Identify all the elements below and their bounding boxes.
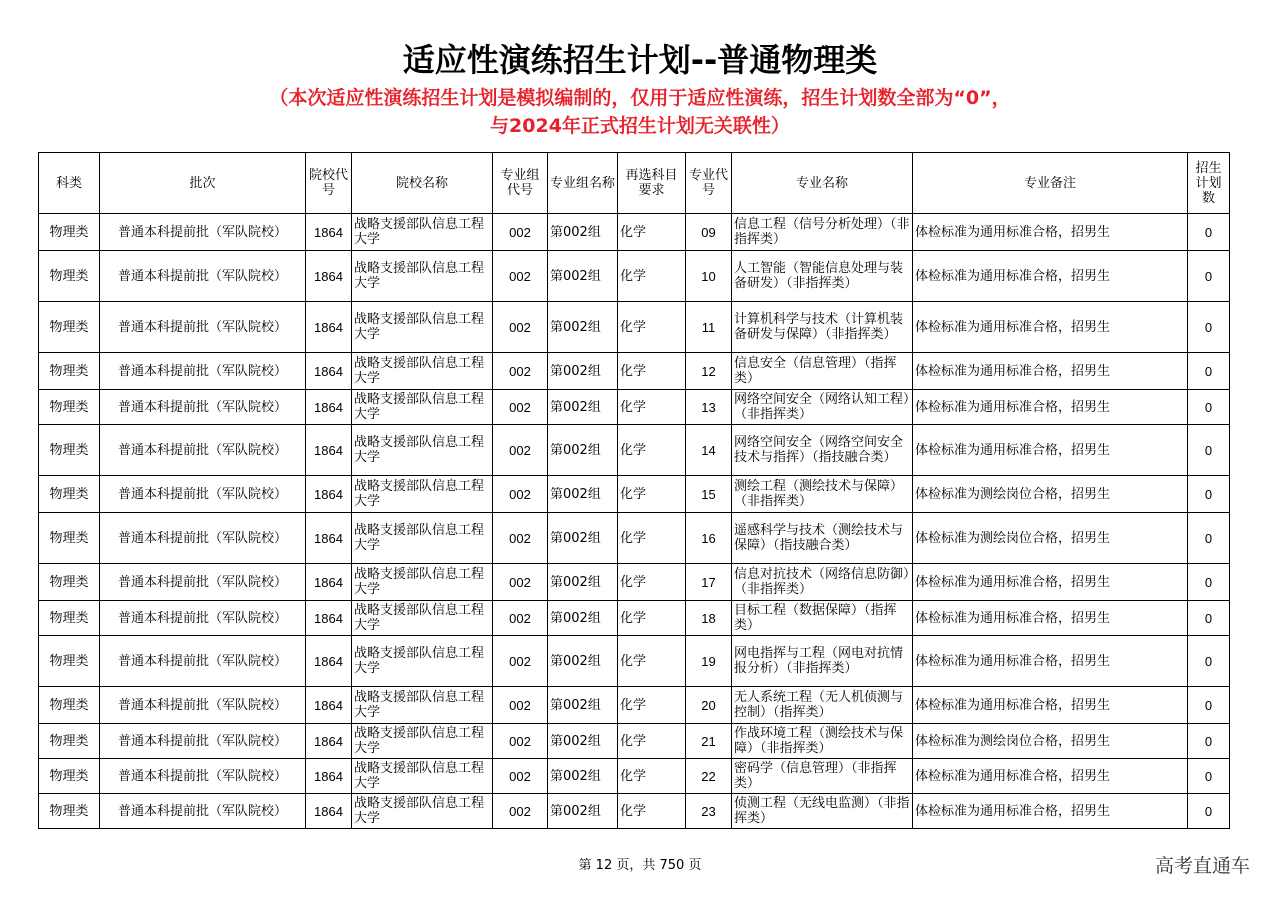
header-pici: 批次 xyxy=(100,153,306,214)
cell-pici: 普通本科提前批（军队院校） xyxy=(100,214,306,251)
cell-major-name: 网电指挥与工程（网电对抗情报分析）（非指挥类） xyxy=(732,636,913,687)
cell-group-name: 第002组 xyxy=(548,724,618,759)
cell-kelei: 物理类 xyxy=(39,302,100,353)
header-kelei: 科类 xyxy=(39,153,100,214)
cell-pici: 普通本科提前批（军队院校） xyxy=(100,759,306,794)
header-major-code: 专业代号 xyxy=(686,153,732,214)
cell-kelei: 物理类 xyxy=(39,759,100,794)
cell-pici: 普通本科提前批（军队院校） xyxy=(100,302,306,353)
cell-pici: 普通本科提前批（军队院校） xyxy=(100,794,306,829)
cell-group-name: 第002组 xyxy=(548,564,618,601)
table-row xyxy=(39,724,1230,759)
cell-subject-requirement: 化学 xyxy=(618,794,686,829)
cell-school-code: 1864 xyxy=(306,513,352,564)
cell-group-code: 002 xyxy=(493,302,548,353)
cell-subject-requirement: 化学 xyxy=(618,636,686,687)
header-subject-requirement: 再选科目要求 xyxy=(618,153,686,214)
cell-school-code: 1864 xyxy=(306,724,352,759)
table-row xyxy=(39,476,1230,513)
cell-group-name: 第002组 xyxy=(548,513,618,564)
cell-pici: 普通本科提前批（军队院校） xyxy=(100,425,306,476)
table-row xyxy=(39,636,1230,687)
cell-subject-requirement: 化学 xyxy=(618,390,686,425)
header-major-name: 专业名称 xyxy=(732,153,913,214)
cell-school-name: 战略支援部队信息工程大学 xyxy=(352,302,493,353)
cell-plan-count: 0 xyxy=(1188,759,1230,794)
cell-major-remark: 体检标准为测绘岗位合格，招男生 xyxy=(913,513,1188,564)
table-row xyxy=(39,214,1230,251)
cell-group-code: 002 xyxy=(493,636,548,687)
cell-pici: 普通本科提前批（军队院校） xyxy=(100,476,306,513)
cell-major-code: 12 xyxy=(686,353,732,390)
cell-school-code: 1864 xyxy=(306,214,352,251)
cell-major-code: 17 xyxy=(686,564,732,601)
cell-plan-count: 0 xyxy=(1188,476,1230,513)
cell-school-name: 战略支援部队信息工程大学 xyxy=(352,564,493,601)
cell-group-name: 第002组 xyxy=(548,302,618,353)
cell-group-name: 第002组 xyxy=(548,390,618,425)
table-row xyxy=(39,425,1230,476)
cell-kelei: 物理类 xyxy=(39,390,100,425)
cell-school-name: 战略支援部队信息工程大学 xyxy=(352,251,493,302)
cell-major-code: 20 xyxy=(686,687,732,724)
cell-group-name: 第002组 xyxy=(548,636,618,687)
cell-school-name: 战略支援部队信息工程大学 xyxy=(352,601,493,636)
cell-group-name: 第002组 xyxy=(548,759,618,794)
cell-group-name: 第002组 xyxy=(548,476,618,513)
cell-major-name: 目标工程（数据保障）（指挥类） xyxy=(732,601,913,636)
cell-group-name: 第002组 xyxy=(548,214,618,251)
cell-major-remark: 体检标准为通用标准合格，招男生 xyxy=(913,636,1188,687)
cell-subject-requirement: 化学 xyxy=(618,724,686,759)
cell-school-code: 1864 xyxy=(306,251,352,302)
cell-subject-requirement: 化学 xyxy=(618,425,686,476)
cell-major-name: 作战环境工程（测绘技术与保障）（非指挥类） xyxy=(732,724,913,759)
cell-group-code: 002 xyxy=(493,390,548,425)
cell-school-name: 战略支援部队信息工程大学 xyxy=(352,353,493,390)
cell-school-code: 1864 xyxy=(306,302,352,353)
cell-subject-requirement: 化学 xyxy=(618,251,686,302)
cell-group-name: 第002组 xyxy=(548,687,618,724)
cell-major-code: 22 xyxy=(686,759,732,794)
cell-school-code: 1864 xyxy=(306,687,352,724)
cell-plan-count: 0 xyxy=(1188,636,1230,687)
cell-major-code: 23 xyxy=(686,794,732,829)
cell-plan-count: 0 xyxy=(1188,353,1230,390)
cell-subject-requirement: 化学 xyxy=(618,353,686,390)
cell-school-name: 战略支援部队信息工程大学 xyxy=(352,214,493,251)
cell-group-code: 002 xyxy=(493,214,548,251)
cell-school-name: 战略支援部队信息工程大学 xyxy=(352,687,493,724)
cell-kelei: 物理类 xyxy=(39,687,100,724)
cell-school-name: 战略支援部队信息工程大学 xyxy=(352,425,493,476)
table-row xyxy=(39,302,1230,353)
cell-group-code: 002 xyxy=(493,476,548,513)
cell-subject-requirement: 化学 xyxy=(618,564,686,601)
table-row xyxy=(39,513,1230,564)
cell-school-name: 战略支援部队信息工程大学 xyxy=(352,513,493,564)
cell-school-code: 1864 xyxy=(306,564,352,601)
cell-kelei: 物理类 xyxy=(39,214,100,251)
cell-kelei: 物理类 xyxy=(39,564,100,601)
cell-major-remark: 体检标准为通用标准合格，招男生 xyxy=(913,251,1188,302)
cell-school-code: 1864 xyxy=(306,353,352,390)
cell-school-code: 1864 xyxy=(306,390,352,425)
table-row xyxy=(39,353,1230,390)
cell-major-name: 信息安全（信息管理）（指挥类） xyxy=(732,353,913,390)
cell-school-code: 1864 xyxy=(306,636,352,687)
cell-subject-requirement: 化学 xyxy=(618,214,686,251)
cell-school-code: 1864 xyxy=(306,476,352,513)
cell-major-code: 13 xyxy=(686,390,732,425)
cell-major-remark: 体检标准为通用标准合格，招男生 xyxy=(913,214,1188,251)
table-header-row xyxy=(39,153,1230,214)
cell-major-name: 密码学（信息管理）（非指挥类） xyxy=(732,759,913,794)
cell-subject-requirement: 化学 xyxy=(618,513,686,564)
cell-major-code: 10 xyxy=(686,251,732,302)
cell-group-name: 第002组 xyxy=(548,353,618,390)
cell-major-name: 网络空间安全（网络认知工程）（非指挥类） xyxy=(732,390,913,425)
cell-major-remark: 体检标准为通用标准合格，招男生 xyxy=(913,759,1188,794)
cell-kelei: 物理类 xyxy=(39,353,100,390)
cell-school-code: 1864 xyxy=(306,759,352,794)
cell-major-remark: 体检标准为测绘岗位合格，招男生 xyxy=(913,724,1188,759)
cell-pici: 普通本科提前批（军队院校） xyxy=(100,251,306,302)
header-plan-count: 招生计划数 xyxy=(1188,153,1230,214)
cell-major-code: 19 xyxy=(686,636,732,687)
cell-kelei: 物理类 xyxy=(39,476,100,513)
cell-plan-count: 0 xyxy=(1188,794,1230,829)
brand-label: 高考直通车 xyxy=(1154,855,1250,877)
cell-pici: 普通本科提前批（军队院校） xyxy=(100,353,306,390)
cell-major-remark: 体检标准为通用标准合格，招男生 xyxy=(913,794,1188,829)
cell-school-name: 战略支援部队信息工程大学 xyxy=(352,390,493,425)
page-footer: 第 12 页，共 750 页 xyxy=(578,858,702,873)
header-school-name: 院校名称 xyxy=(352,153,493,214)
header-major-remark: 专业备注 xyxy=(913,153,1188,214)
cell-plan-count: 0 xyxy=(1188,513,1230,564)
cell-school-name: 战略支援部队信息工程大学 xyxy=(352,794,493,829)
cell-major-code: 11 xyxy=(686,302,732,353)
cell-group-code: 002 xyxy=(493,564,548,601)
cell-group-code: 002 xyxy=(493,513,548,564)
cell-group-code: 002 xyxy=(493,724,548,759)
cell-kelei: 物理类 xyxy=(39,251,100,302)
cell-group-name: 第002组 xyxy=(548,251,618,302)
cell-pici: 普通本科提前批（军队院校） xyxy=(100,601,306,636)
cell-group-code: 002 xyxy=(493,601,548,636)
cell-group-code: 002 xyxy=(493,251,548,302)
cell-school-name: 战略支援部队信息工程大学 xyxy=(352,636,493,687)
cell-major-remark: 体检标准为通用标准合格，招男生 xyxy=(913,302,1188,353)
cell-plan-count: 0 xyxy=(1188,724,1230,759)
cell-pici: 普通本科提前批（军队院校） xyxy=(100,724,306,759)
table-row xyxy=(39,390,1230,425)
cell-group-name: 第002组 xyxy=(548,794,618,829)
header-school-code: 院校代号 xyxy=(306,153,352,214)
page-title: 适应性演练招生计划--普通物理类 xyxy=(402,41,878,79)
cell-major-code: 14 xyxy=(686,425,732,476)
cell-plan-count: 0 xyxy=(1188,302,1230,353)
header-group-code: 专业组代号 xyxy=(493,153,548,214)
cell-pici: 普通本科提前批（军队院校） xyxy=(100,513,306,564)
cell-major-code: 09 xyxy=(686,214,732,251)
table-row xyxy=(39,251,1230,302)
table-row xyxy=(39,601,1230,636)
cell-plan-count: 0 xyxy=(1188,214,1230,251)
cell-major-remark: 体检标准为通用标准合格，招男生 xyxy=(913,425,1188,476)
table-body xyxy=(39,214,1230,829)
cell-major-name: 侦测工程（无线电监测）（非指挥类） xyxy=(732,794,913,829)
cell-subject-requirement: 化学 xyxy=(618,302,686,353)
cell-major-code: 21 xyxy=(686,724,732,759)
table-row xyxy=(39,687,1230,724)
cell-kelei: 物理类 xyxy=(39,724,100,759)
cell-plan-count: 0 xyxy=(1188,390,1230,425)
cell-subject-requirement: 化学 xyxy=(618,687,686,724)
cell-group-code: 002 xyxy=(493,759,548,794)
cell-plan-count: 0 xyxy=(1188,425,1230,476)
cell-kelei: 物理类 xyxy=(39,425,100,476)
cell-pici: 普通本科提前批（军队院校） xyxy=(100,687,306,724)
cell-group-code: 002 xyxy=(493,687,548,724)
notice-line-1: （本次适应性演练招生计划是模拟编制的，仅用于适应性演练，招生计划数全部为“0”， xyxy=(269,87,1011,109)
cell-plan-count: 0 xyxy=(1188,564,1230,601)
cell-kelei: 物理类 xyxy=(39,794,100,829)
cell-plan-count: 0 xyxy=(1188,601,1230,636)
cell-major-name: 网络空间安全（网络空间安全技术与指挥）（指技融合类） xyxy=(732,425,913,476)
cell-school-code: 1864 xyxy=(306,794,352,829)
cell-school-name: 战略支援部队信息工程大学 xyxy=(352,724,493,759)
cell-major-remark: 体检标准为测绘岗位合格，招男生 xyxy=(913,476,1188,513)
table-row xyxy=(39,564,1230,601)
cell-plan-count: 0 xyxy=(1188,687,1230,724)
cell-kelei: 物理类 xyxy=(39,601,100,636)
cell-subject-requirement: 化学 xyxy=(618,601,686,636)
cell-major-name: 计算机科学与技术（计算机装备研发与保障）（非指挥类） xyxy=(732,302,913,353)
cell-group-code: 002 xyxy=(493,353,548,390)
header-group-name: 专业组名称 xyxy=(548,153,618,214)
cell-pici: 普通本科提前批（军队院校） xyxy=(100,390,306,425)
cell-school-name: 战略支援部队信息工程大学 xyxy=(352,759,493,794)
cell-group-name: 第002组 xyxy=(548,425,618,476)
cell-major-remark: 体检标准为通用标准合格，招男生 xyxy=(913,564,1188,601)
cell-kelei: 物理类 xyxy=(39,513,100,564)
cell-pici: 普通本科提前批（军队院校） xyxy=(100,636,306,687)
cell-major-remark: 体检标准为通用标准合格，招男生 xyxy=(913,687,1188,724)
cell-major-code: 16 xyxy=(686,513,732,564)
cell-major-code: 15 xyxy=(686,476,732,513)
notice-line-2: 与2024年正式招生计划无关联性） xyxy=(490,115,790,137)
cell-major-remark: 体检标准为通用标准合格，招男生 xyxy=(913,601,1188,636)
cell-school-name: 战略支援部队信息工程大学 xyxy=(352,476,493,513)
cell-major-code: 18 xyxy=(686,601,732,636)
cell-school-code: 1864 xyxy=(306,425,352,476)
cell-major-remark: 体检标准为通用标准合格，招男生 xyxy=(913,353,1188,390)
cell-plan-count: 0 xyxy=(1188,251,1230,302)
cell-group-code: 002 xyxy=(493,425,548,476)
cell-major-name: 信息对抗技术（网络信息防御）（非指挥类） xyxy=(732,564,913,601)
table-row xyxy=(39,759,1230,794)
cell-group-code: 002 xyxy=(493,794,548,829)
table-row xyxy=(39,794,1230,829)
cell-school-code: 1864 xyxy=(306,601,352,636)
cell-major-remark: 体检标准为通用标准合格，招男生 xyxy=(913,390,1188,425)
cell-major-name: 人工智能（智能信息处理与装备研发）（非指挥类） xyxy=(732,251,913,302)
cell-major-name: 信息工程（信号分析处理）（非指挥类） xyxy=(732,214,913,251)
enrollment-plan-table xyxy=(38,152,1230,829)
cell-major-name: 遥感科学与技术（测绘技术与保障）（指技融合类） xyxy=(732,513,913,564)
cell-subject-requirement: 化学 xyxy=(618,476,686,513)
cell-major-name: 无人系统工程（无人机侦测与控制）（指挥类） xyxy=(732,687,913,724)
cell-pici: 普通本科提前批（军队院校） xyxy=(100,564,306,601)
cell-subject-requirement: 化学 xyxy=(618,759,686,794)
cell-group-name: 第002组 xyxy=(548,601,618,636)
cell-kelei: 物理类 xyxy=(39,636,100,687)
cell-major-name: 测绘工程（测绘技术与保障）（非指挥类） xyxy=(732,476,913,513)
